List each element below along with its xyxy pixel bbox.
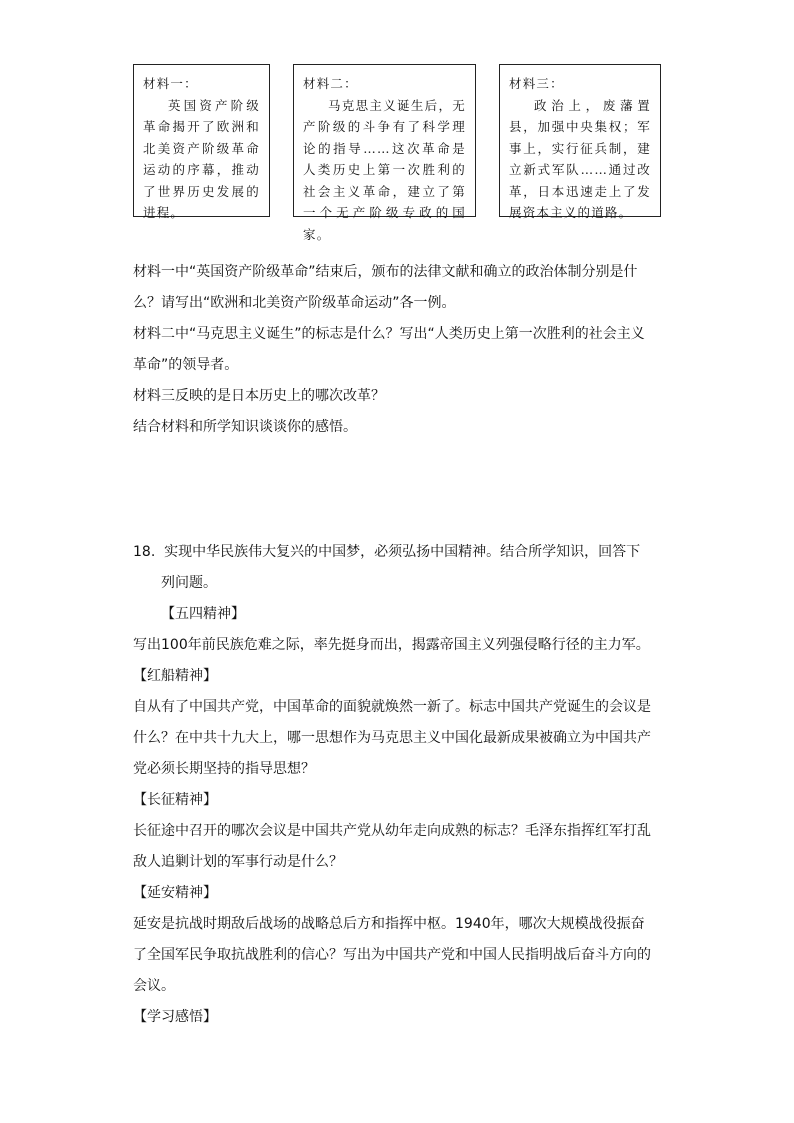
q18-stem	[133, 537, 653, 599]
material-box-3	[499, 64, 661, 220]
material-text: 英国资产阶级革命揭开了欧洲和北美资产阶级革命运动的序幕，推动了世界历史发展的进程。	[143, 97, 260, 220]
section-text-hongchuan: 自从有了中国共产党，中国革命的面貌就焕然一新了。标志中国共产党诞生的会议是什么？在中共十九大上，哪一思想作为马克思主义中国化最新成果被确立为中国共产党必须长期坚持的指导思想？	[133, 699, 651, 777]
material-title: 材料一：	[143, 76, 198, 91]
materials-row	[133, 64, 661, 242]
question-number: 18.	[133, 544, 156, 560]
material-box-2	[293, 64, 476, 242]
section-heading-changzheng: 【长征精神】	[133, 792, 217, 808]
section-heading-ganwu: 【学习感悟】	[133, 1009, 217, 1025]
q17-sub-question-1: 材料一中“英国资产阶级革命”结束后，颁布的法律文献和确立的政治体制分别是什么？请写出“欧洲和北美资产阶级革命运动”各一例。	[133, 264, 638, 311]
section-text-changzheng: 长征途中召开的哪次会议是中国共产党从幼年走向成熟的标志？毛泽东指挥红军打乱敌人追剿计划的军事行动是什么？	[133, 823, 651, 870]
answer-space	[133, 443, 653, 537]
material-title: 材料二：	[303, 76, 358, 91]
question-stem: 实现中华民族伟大复兴的中国梦，必须弘扬中国精神。结合所学知识，回答下列问题。	[161, 544, 641, 591]
section-heading-hongchuan: 【红船精神】	[133, 668, 217, 684]
question-content	[133, 257, 653, 1033]
section-text-wusi: 写出100年前民族危难之际，率先挺身而出，揭露帝国主义列强侵略行径的主力军。	[133, 637, 650, 653]
material-title: 材料三：	[509, 76, 564, 91]
q17-sub-question-3: 材料三反映的是日本历史上的哪次改革？	[133, 388, 385, 404]
material-box-1	[133, 64, 270, 220]
q17-sub-question-2: 材料二中“马克思主义诞生”的标志是什么？写出“人类历史上第一次胜利的社会主义革命”的领导者。	[133, 326, 645, 373]
section-heading-yanan: 【延安精神】	[133, 885, 217, 901]
material-text: 政治上，废藩置县，加强中央集权；军事上，实行征兵制，建立新式军队……通过改革，日本迅速走上了发展资本主义的道路。	[509, 97, 651, 220]
section-heading-wusi: 【五四精神】	[161, 606, 245, 622]
section-text-yanan: 延安是抗战时期敌后战场的战略总后方和指挥中枢。1940年，哪次大规模战役振奋了全国军民争取抗战胜利的信心？写出为中国共产党和中国人民指明战后奋斗方向的会议。	[133, 916, 651, 994]
material-text: 马克思主义诞生后，无产阶级的斗争有了科学理论的指导……这次革命是人类历史上第一次胜利的社会主义革命，建立了第一个无产阶级专政的国家。	[303, 97, 466, 242]
q17-sub-question-4: 结合材料和所学知识谈谈你的感悟。	[133, 419, 357, 435]
